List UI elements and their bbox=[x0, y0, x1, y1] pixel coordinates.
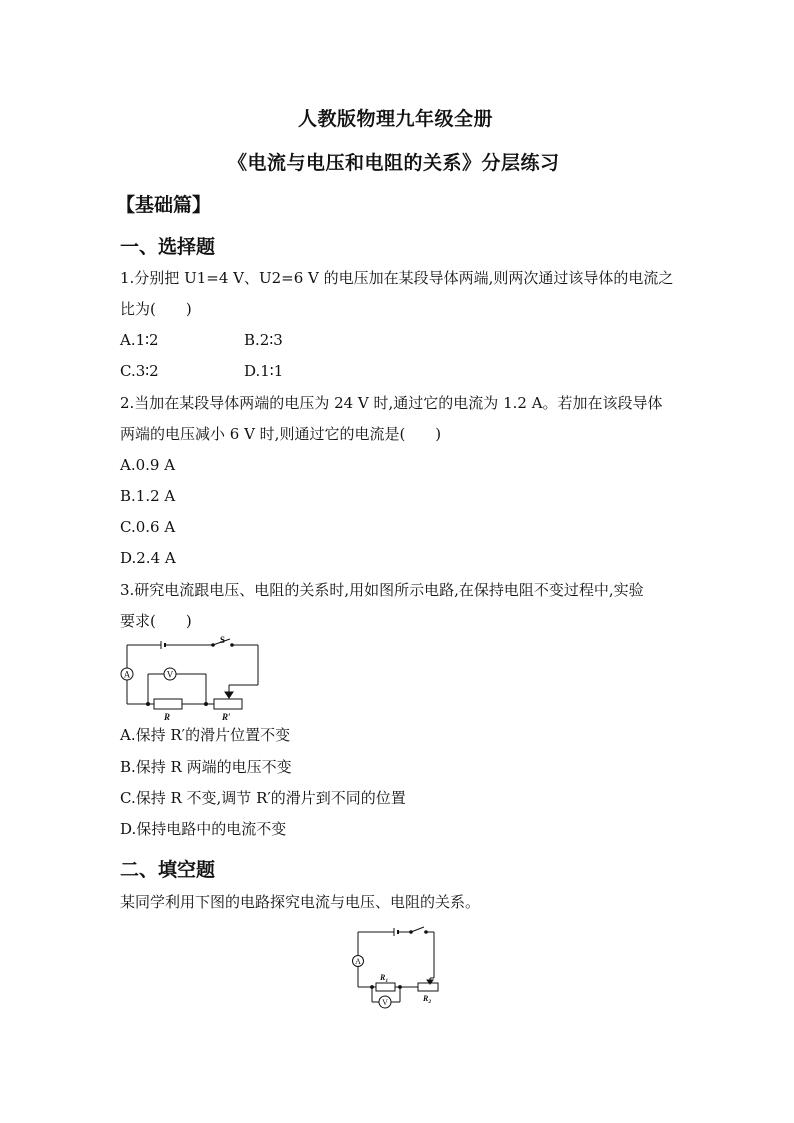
question-2-option-a: A.0.9 A bbox=[120, 456, 176, 474]
section-basic-heading: 【基础篇】 bbox=[116, 194, 212, 216]
fill-blank-intro: 某同学利用下图的电路探究电流与电压、电阻的关系。 bbox=[120, 893, 481, 911]
question-2-line1: 2.当加在某段导体两端的电压为 24 V 时,通过它的电流为 1.2 A。若加在该段导体 bbox=[120, 394, 663, 412]
resistor-r1 bbox=[376, 983, 395, 991]
question-3-option-c: C.保持 R 不变,调节 R′的滑片到不同的位置 bbox=[120, 789, 406, 807]
question-1-option-c: C.3∶2 bbox=[120, 362, 159, 380]
question-3-line2: 要求( ) bbox=[120, 612, 192, 630]
ammeter-label: A bbox=[355, 957, 361, 966]
junction-dot bbox=[371, 986, 374, 989]
voltmeter-label: V bbox=[382, 998, 388, 1007]
question-1-option-d: D.1∶1 bbox=[244, 362, 284, 380]
junction-dot bbox=[399, 986, 402, 989]
junction-dot bbox=[147, 703, 150, 706]
voltmeter-label: V bbox=[166, 669, 174, 680]
question-2-line2: 两端的电压减小 6 V 时,则通过它的电流是( ) bbox=[120, 425, 442, 443]
part2-heading: 二、填空题 bbox=[120, 859, 216, 881]
r2-label bbox=[422, 994, 431, 1005]
rheostat-r2 bbox=[418, 983, 438, 991]
junction-dot bbox=[205, 703, 208, 706]
question-1-line2: 比为( ) bbox=[120, 300, 192, 318]
rheostat-slider-arrow bbox=[225, 692, 233, 698]
question-2-option-b: B.1.2 A bbox=[120, 487, 176, 505]
r2-label-sub: 2 bbox=[428, 999, 432, 1005]
r1-label bbox=[379, 973, 388, 984]
switch-blade bbox=[411, 927, 424, 932]
question-1-line1: 1.分别把 U1=4 V、U2=6 V 的电压加在某段导体两端,则两次通过该导体的电流之 bbox=[120, 269, 674, 287]
question-3-option-a: A.保持 R′的滑片位置不变 bbox=[120, 726, 291, 744]
resistor-label: R bbox=[164, 712, 171, 722]
question-1-option-a: A.1∶2 bbox=[120, 331, 159, 349]
resistor-r bbox=[154, 699, 182, 709]
ammeter-label: A bbox=[123, 669, 131, 680]
rheostat-label: R′ bbox=[222, 712, 231, 722]
circuit-diagram-2 bbox=[344, 923, 444, 1013]
circuit-diagram-1 bbox=[112, 636, 272, 722]
question-3-line1: 3.研究电流跟电压、电阻的关系时,用如图所示电路,在保持电阻不变过程中,实验 bbox=[120, 581, 644, 599]
switch-label: S bbox=[220, 636, 226, 645]
rheostat-r-prime bbox=[214, 699, 242, 709]
r2-label-main: R bbox=[423, 994, 429, 1003]
part1-heading: 一、选择题 bbox=[120, 236, 216, 258]
page-subtitle: 《电流与电压和电阻的关系》分层练习 bbox=[228, 152, 560, 174]
page-title: 人教版物理九年级全册 bbox=[298, 108, 494, 130]
question-1-option-b: B.2∶3 bbox=[244, 331, 283, 349]
r1-label-main: R bbox=[380, 973, 386, 982]
question-2-option-d: D.2.4 A bbox=[120, 549, 176, 567]
question-2-option-c: C.0.6 A bbox=[120, 518, 176, 536]
question-3-option-d: D.保持电路中的电流不变 bbox=[120, 820, 287, 838]
r1-label-sub: 1 bbox=[385, 978, 389, 984]
question-3-option-b: B.保持 R 两端的电压不变 bbox=[120, 758, 292, 776]
